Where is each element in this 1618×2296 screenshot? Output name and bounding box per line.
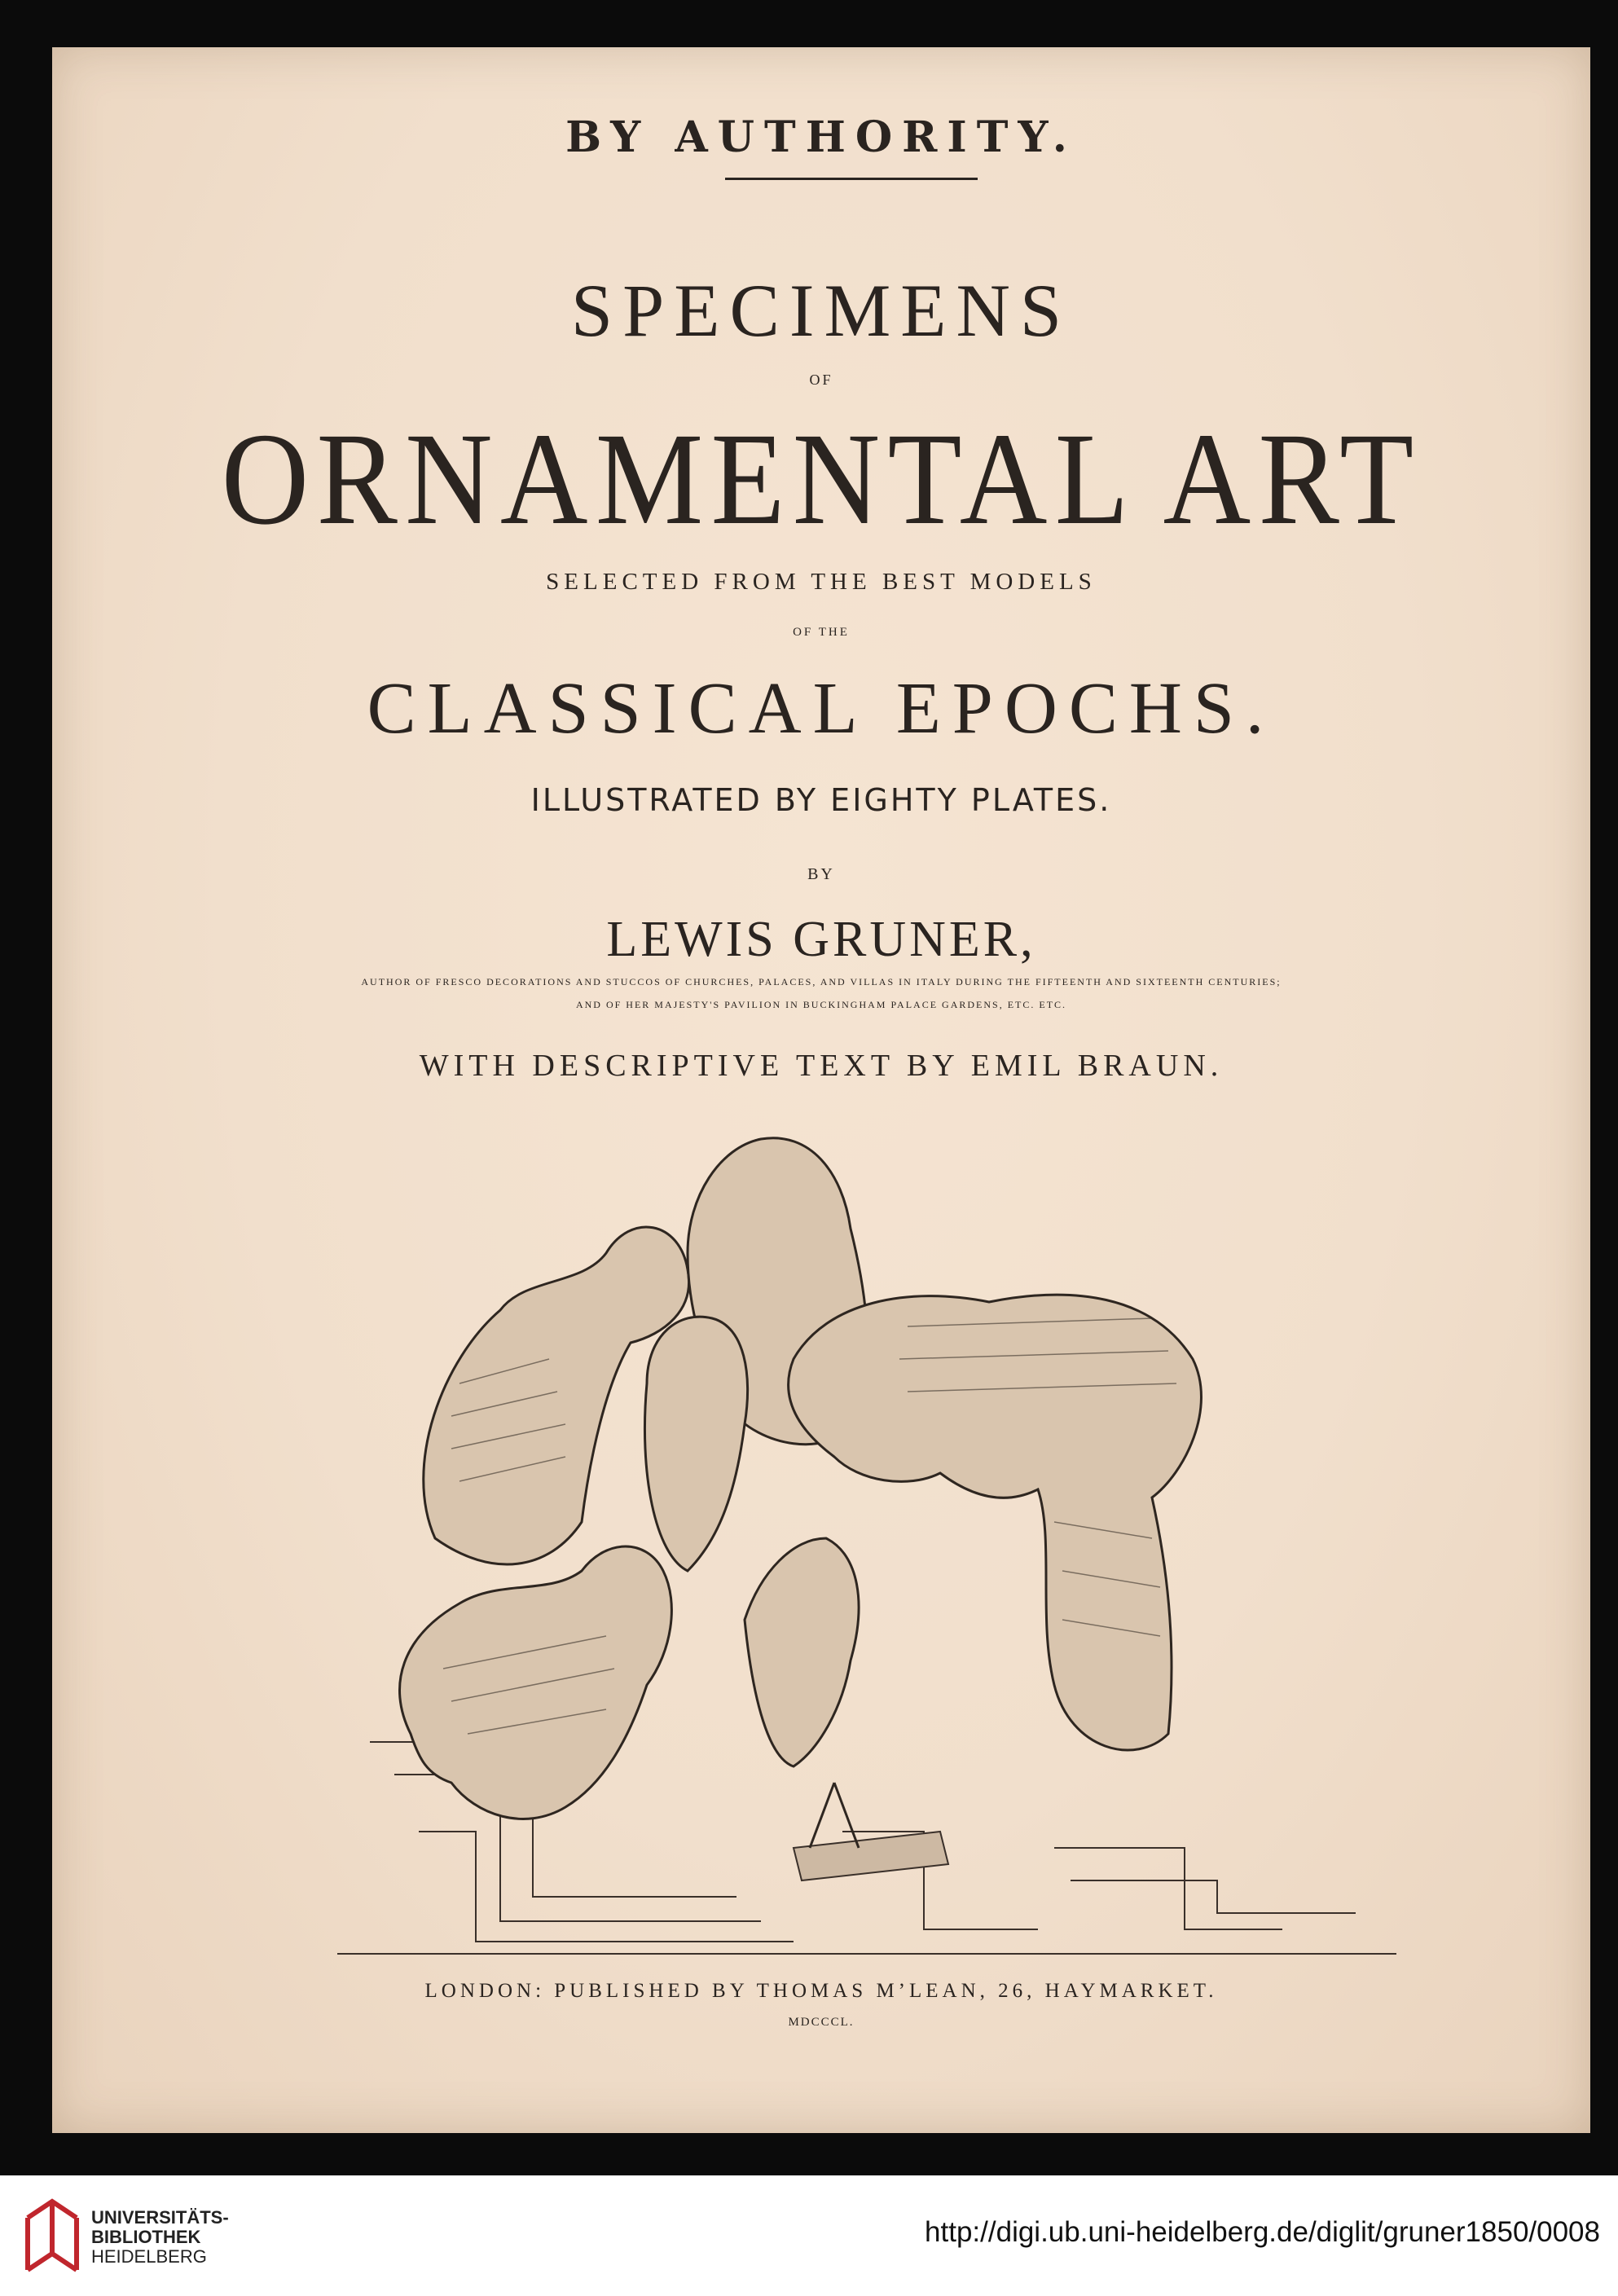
library-logo-icon[interactable]: [20, 2193, 85, 2278]
title-specimens: SPECIMENS: [570, 269, 1072, 352]
author-description-2: AND OF HER MAJESTY'S PAVILION IN BUCKINGHAM PALACE GARDENS, ETC. ETC.: [575, 999, 1067, 1010]
title-classical-epochs: CLASSICAL EPOCHS.: [367, 668, 1276, 749]
figure-group: [400, 1138, 1202, 1819]
by-line: BY: [807, 865, 835, 883]
library-name-line-2: BIBLIOTHEK: [91, 2227, 201, 2247]
illustrated-line: ILLUSTRATED BY EIGHTY PLATES.: [530, 782, 1112, 818]
author-name: LEWIS GRUNER,: [606, 912, 1036, 967]
permalink-url[interactable]: http://digi.ub.uni-heidelberg.de/diglit/gruner1850/0008: [925, 2216, 1600, 2248]
publication-date: MDCCCL.: [788, 2016, 855, 2029]
library-name-line-3: HEIDELBERG: [91, 2246, 207, 2267]
author-description-1: AUTHOR OF FRESCO DECORATIONS AND STUCCOS OF CHURCHES, PALACES, AND VILLAS IN ITALY DURING THE FIFTEENTH AND SIXTEENTH CENTURIES;: [361, 976, 1282, 987]
publisher-imprint: LONDON: PUBLISHED BY THOMAS M’LEAN, 26, HAYMARKET.: [424, 1980, 1218, 2002]
title-ornamental-art: ORNAMENTAL ART: [221, 407, 1422, 552]
descriptive-text-credit: WITH DESCRIPTIVE TEXT BY EMIL BRAUN.: [419, 1049, 1224, 1083]
subtitle-selected: SELECTED FROM THE BEST MODELS: [546, 569, 1097, 595]
by-authority-heading: BY AUTHORITY.: [565, 112, 1077, 162]
header-rule: [725, 178, 978, 180]
engraving-illustration: [337, 1115, 1396, 2019]
subtitle-of-the: OF THE: [793, 626, 850, 639]
compass-tool: [810, 1783, 859, 1848]
library-name[interactable]: [91, 2208, 229, 2267]
title-page: [52, 47, 1590, 2133]
library-name-line-1: UNIVERSITÄTS-: [91, 2207, 229, 2228]
title-of: OF: [809, 372, 833, 388]
footer-bar: [0, 2175, 1618, 2296]
